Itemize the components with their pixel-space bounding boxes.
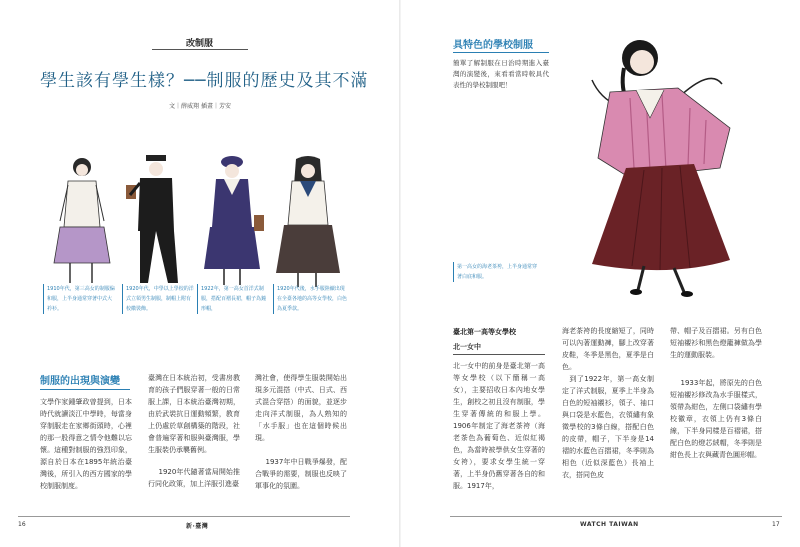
body-paragraph: 1920年代隨著當局開始推行同化政策，加上洋服引進臺 [148, 468, 240, 488]
right-subheading-rule [453, 52, 549, 53]
body-paragraph: 帶、帽子及百摺裙。另有白色短袖襯衫和黑色燈籠褲做為學生的運動服裝。 [670, 327, 762, 359]
body-column-3 [255, 372, 347, 492]
page-title: 學生該有學生樣？──制服的歷史及其不滿 [40, 71, 369, 91]
byline: 文｜薛威翔 插畫｜芳安 [169, 103, 231, 110]
caption-1910s: 1910年代，第三高女的制服偏和服，上半身通常穿著中式大衿衫。 [43, 284, 115, 314]
student-figures [40, 145, 360, 295]
right-body-column-2: 海老茶袴的長度縮短了，同時可以內著運動褲，腳上改穿著皮鞋，冬季是黑色，夏季是白色。 到了1922年，第一高女制定了洋式制服，夏季上半身為白色的短袖襯衫，領子、袖口與口袋是水藍色，衣領繡有象徵學校的3條白線，搭配白色的皮帶，帽子，下半身是14褶的水藍色百摺裙，冬季則為相色（近似深藍色）長袖上衣，搭同色皮 [562, 327, 654, 479]
right-body-column-3 [670, 325, 762, 461]
school-subheading: 北一女中 [453, 343, 481, 351]
caption-1922: 1922年，第一高女首洋式制服，搭配百褶長裙，帽子為鐘形帽， [197, 284, 269, 314]
body-column-1: 文學作家鍾肇政曾提到，日本時代就讀淡江中學時，每當身穿制服走在家鄉街頭時，心裡的那一股得意之情令他難以忘懷。這種對制服的強烈印象，源自於日本在1895年統治臺灣後，所引入的西方國家的學校制服制度。 [40, 398, 132, 490]
caption-1920s-boys: 1920年代，中學以上學校的洋式立領男生制服，制帽上附有校徽裝飾。 [122, 284, 194, 314]
school-heading: 臺北第一高等女學校 [453, 328, 516, 336]
student-figure-sailor-navy [204, 156, 264, 285]
intro-text: 簡單了解制服在日治時期進入臺灣的演變後，來看看當時較具代表性的學校制服吧！ [453, 59, 549, 89]
student-figure-sailor-white [276, 156, 340, 287]
right-subheading: 具特色的學校制服 [453, 40, 533, 51]
body-paragraph: 臺灣在日本統治初，受書房教育的孩子們服穿著一般的日常服上課，日本統治臺灣初期，由於武裝抗日運動頻繁，教育上仍處於草創構築的階段，社會普遍穿著和服與臺灣服，學生服裝仍承襲舊例。 [148, 374, 240, 454]
section-rule [152, 49, 248, 50]
right-body-column-1: 北一女中的前身是臺北第一高等女學校（以下簡稱一高女），主要招收日本內地女學生，創校之初且沒有制服，學生穿著傳統的和服上學。1906年制定了海老茶袴（海老茶色為葡萄色、近似紅褐色，為當時被學供女生穿著的女袴），要求女學生統一穿著，上半身仍舊穿著各自的和服。1917年， [453, 362, 545, 490]
figure-caption: 第一高女的海老茶袴，上半身通常穿著白底和服。 [453, 262, 539, 282]
section-tag: 改制服 [186, 39, 214, 49]
footer-brand: WATCH TAIWAN [580, 521, 639, 528]
footer-rule [450, 516, 782, 517]
caption-1920s-sailor: 1920年代後，水手服陸續出現在全臺各地的高等女學校，白色為夏季款。 [273, 284, 349, 314]
body-column-2 [148, 372, 240, 490]
school-rule [453, 354, 545, 355]
student-figure-boy-uniform [126, 155, 178, 283]
body-paragraph: 1937年中日戰爭爆發，配合戰爭的需要，制服也反映了軍事化的氛圍。 [255, 458, 347, 490]
section-subheading: 制服的出現與演變 [40, 376, 120, 387]
student-figure-kimono [54, 158, 110, 283]
page-number: 17 [772, 521, 780, 528]
footer-brand: 新·臺灣 [186, 523, 209, 530]
dancing-schoolgirl-illustration [570, 28, 770, 298]
page-number: 16 [18, 521, 26, 528]
subheading-rule [40, 389, 130, 390]
page-gutter [399, 0, 401, 547]
body-paragraph: 灣社會，使得學生服裝開始出現多元混搭（中式、日式、西式混合穿搭）的面貌，並逐步走向洋式制服，為人熟知的「水手服」也在這個時候出現。 [255, 374, 347, 442]
body-paragraph: 1933年起，將原先的白色短袖襯衫修改為水手服樣式，領帶為紺色，左側口袋繡有學校徽章，衣領上仍有3條白線，下半身同樣是百褶裙，搭配白色的燈芯絨帽，冬季則是紺色長上衣與藏青色圓形帽。 [670, 379, 762, 459]
footer-rule [18, 516, 350, 517]
